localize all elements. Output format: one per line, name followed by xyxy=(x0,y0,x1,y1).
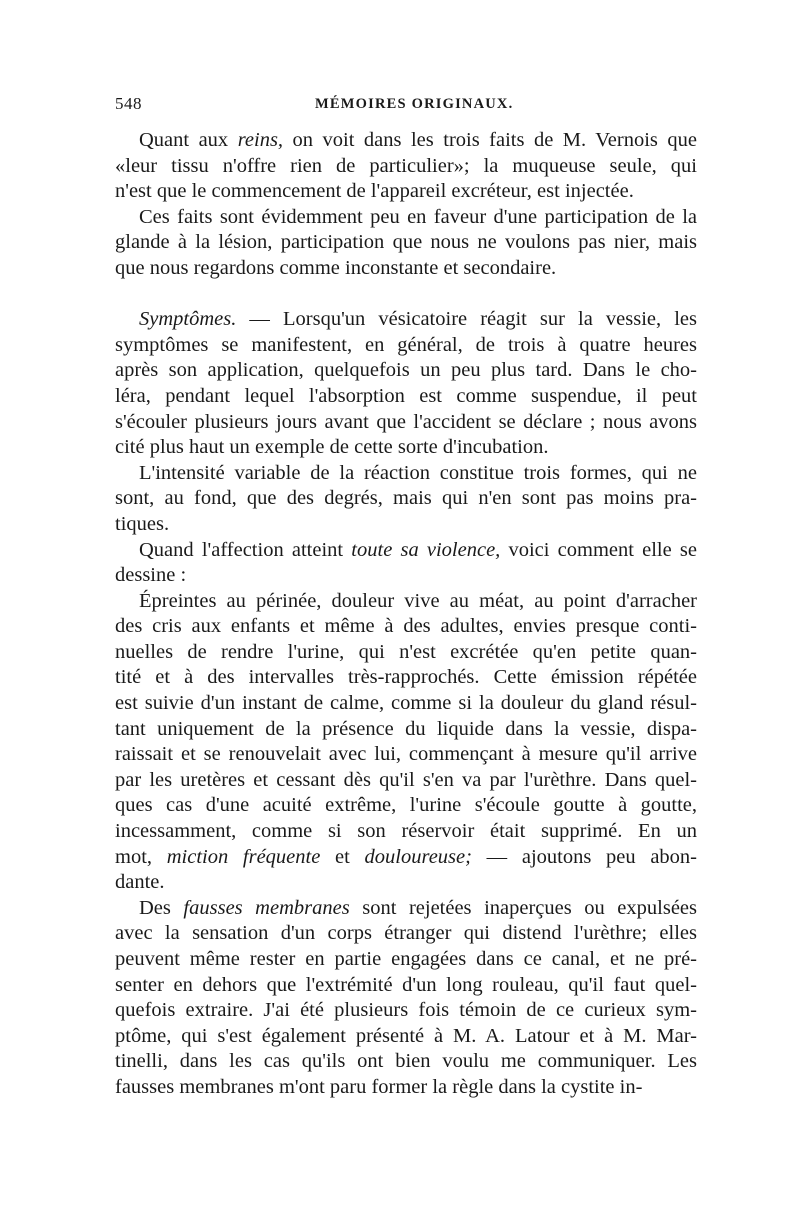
text-line: Ces faits sont évidemment peu en faveur d'une participation de la xyxy=(139,205,697,228)
text-line: L'intensité variable de la réaction constitue trois formes, qui ne xyxy=(139,461,697,484)
text-line: par les uretères et cessant dès qu'il s'en va par l'urèthre. Dans quel- xyxy=(115,768,697,791)
text-line: Épreintes au périnée, douleur vive au méat, au point d'arracher xyxy=(139,589,697,612)
italic-text: douloureuse; xyxy=(364,845,472,868)
text-line: que nous regardons comme inconstante et secondaire. xyxy=(115,256,557,279)
paragraph xyxy=(115,538,697,589)
text-line: ques cas d'une acuité extrême, l'urine s'écoule goutte à goutte, xyxy=(115,794,697,817)
book-page xyxy=(115,0,697,1215)
text-line: est suivie d'un instant de calme, comme si la douleur du gland résul- xyxy=(115,692,697,715)
text-line: léra, pendant lequel l'absorption est comme suspendue, il peut xyxy=(115,384,697,407)
text-line: sont, au fond, que des degrés, mais qui n'en sont pas moins pra- xyxy=(115,487,697,510)
paragraph xyxy=(115,589,697,896)
text-line: Quand l'affection atteint toute sa violence, voici comment elle se xyxy=(139,538,697,561)
paragraph xyxy=(115,461,697,538)
text-line: s'écouler plusieurs jours avant que l'accident se déclare ; nous avons xyxy=(115,410,697,433)
text-line: mot, miction fréquente et douloureuse; — ajoutons peu abon- xyxy=(115,845,697,868)
text-line: tité et à des intervalles très-rapprochés. Cette émission répétée xyxy=(115,666,697,689)
paragraph xyxy=(115,307,697,461)
text-line: incessamment, comme si son réservoir était supprimé. En un xyxy=(115,820,697,843)
text-line: avec la sensation d'un corps étranger qui distend l'urèthre; elles xyxy=(115,922,697,945)
text-line: glande à la lésion, participation que nous ne voulons pas nier, mais xyxy=(115,231,697,254)
text-line: tiques. xyxy=(115,512,170,535)
text-line: quefois extraire. J'ai été plusieurs fois témoin de ce curieux sym- xyxy=(115,999,697,1022)
page-header xyxy=(115,94,697,118)
paragraph xyxy=(115,896,697,1101)
body-text xyxy=(115,128,697,1101)
paragraph-gap xyxy=(115,282,697,308)
text-line: «leur tissu n'offre rien de particulier»; la muqueuse seule, qui xyxy=(115,154,697,177)
text-line: cité plus haut un exemple de cette sorte d'incubation. xyxy=(115,436,549,459)
text-line: raissait et se renouvelait avec lui, commençant à mesure qu'il arrive xyxy=(115,743,697,766)
text-line: tant uniquement de la présence du liquide dans la vessie, dispa- xyxy=(115,717,697,740)
italic-text: toute sa violence, xyxy=(351,538,501,561)
italic-text: miction fréquente xyxy=(166,845,321,868)
text-line: nuelles de rendre l'urine, qui n'est excrétée qu'en petite quan- xyxy=(115,640,697,663)
text-line: dante. xyxy=(115,871,165,894)
text-line: peuvent même rester en partie engagées dans ce canal, et ne pré- xyxy=(115,948,697,970)
text-line: Quant aux reins, on voit dans les trois faits de M. Vernois que xyxy=(139,129,697,151)
paragraph xyxy=(115,205,697,282)
text-line: dessine : xyxy=(115,564,187,587)
text-line: symptômes se manifestent, en général, de trois à quatre heures xyxy=(115,333,697,356)
text-line: des cris aux enfants et même à des adultes, envies presque conti- xyxy=(115,615,697,638)
italic-text: reins, xyxy=(237,129,284,151)
paragraph xyxy=(115,128,697,205)
running-title: MÉMOIRES ORIGINAUX. xyxy=(315,96,514,112)
text-line: n'est que le commencement de l'appareil excréteur, est injectée. xyxy=(115,180,634,203)
text-line: après son application, quelquefois un peu plus tard. Dans le cho- xyxy=(115,359,697,382)
text-line: senter en dehors que l'extrémité d'un long rouleau, qu'il faut quel- xyxy=(115,973,697,996)
text-line: ptôme, qui s'est également présenté à M. A. Latour et à M. Mar- xyxy=(115,1024,697,1047)
text-line: Symptômes. — Lorsqu'un vésicatoire réagit sur la vessie, les xyxy=(139,308,697,331)
text-line: tinelli, dans les cas qu'ils ont bien voulu me communiquer. Les xyxy=(115,1050,697,1073)
italic-text: fausses membranes xyxy=(183,896,350,919)
page-number: 548 xyxy=(115,94,142,113)
italic-text: Symptômes. xyxy=(139,308,237,331)
text-line: fausses membranes m'ont paru former la règle dans la cystite in- xyxy=(115,1075,643,1098)
text-line: Des fausses membranes sont rejetées inaperçues ou expulsées xyxy=(139,896,697,919)
